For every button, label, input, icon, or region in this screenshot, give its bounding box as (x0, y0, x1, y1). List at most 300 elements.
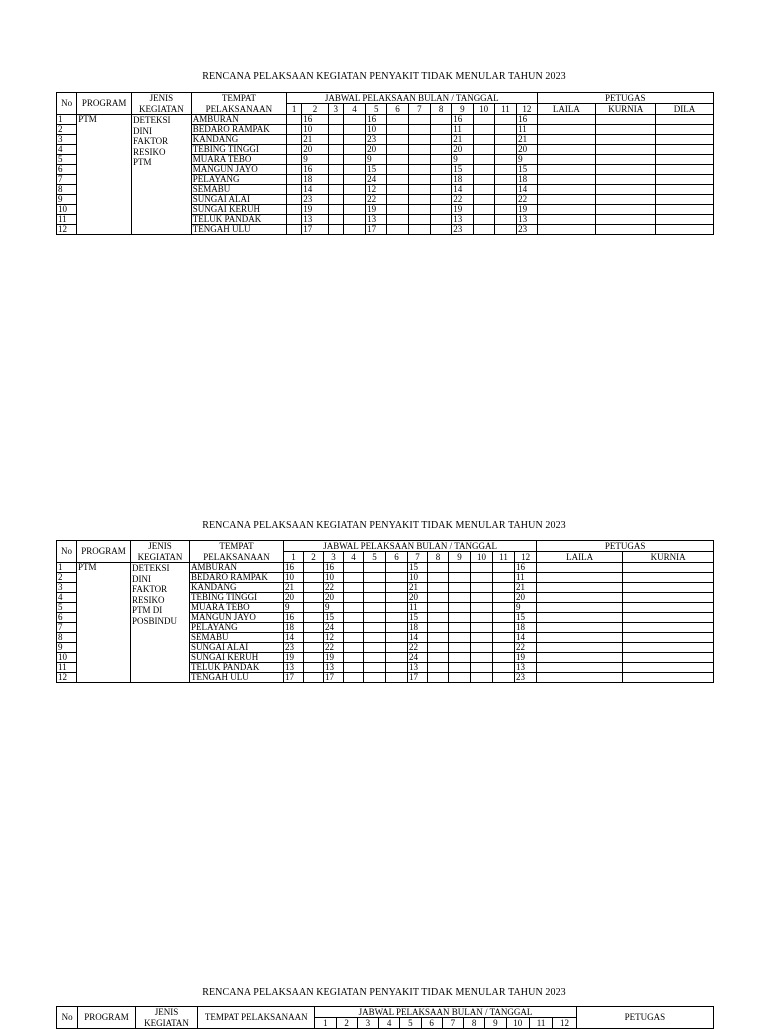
schedule-cell-month-5 (364, 583, 386, 593)
schedule-cell-month-11 (494, 165, 516, 175)
schedule-cell-month-1 (287, 175, 302, 185)
schedule-cell-month-1 (287, 165, 302, 175)
schedule-cell-month-4 (344, 603, 364, 613)
schedule-cell-month-10 (473, 215, 494, 225)
schedule-cell-month-11 (493, 663, 515, 673)
schedule-cell-month-10 (473, 145, 494, 155)
program-cell: PTM (77, 115, 132, 235)
jenis-kegiatan-line: DINI (133, 125, 152, 136)
schedule-cell-month-10 (473, 205, 494, 215)
schedule-cell-month-10 (473, 115, 494, 125)
schedule-cell-month-2: 10 (302, 125, 328, 135)
schedule-cell-month-4 (343, 195, 365, 205)
schedule-cell-month-3: 15 (324, 613, 344, 623)
month-header-6: 6 (387, 104, 408, 115)
month-header-11: 11 (494, 104, 516, 115)
officer-cell (537, 185, 596, 195)
officer-cell (537, 125, 596, 135)
schedule-cell-month-10 (471, 563, 493, 573)
officer-cell (537, 145, 596, 155)
schedule-cell-month-5 (364, 573, 386, 583)
schedule-cell-month-2: 14 (302, 185, 328, 195)
row-no: 6 (57, 613, 77, 623)
header-jadwal: JABWAL PELAKSAAN BULAN / TANGGAL (287, 93, 537, 104)
schedule-cell-month-11 (494, 175, 516, 185)
schedule-cell-month-2 (304, 573, 324, 583)
month-header-8: 8 (428, 552, 449, 563)
jenis-kegiatan-line: POSBINDU (132, 615, 178, 626)
schedule-cell-month-3: 17 (324, 673, 344, 683)
header-program: PROGRAM (78, 1007, 135, 1029)
schedule-cell-month-11 (494, 135, 516, 145)
schedule-cell-month-7 (408, 125, 430, 135)
officer-header-dila: DILA (656, 104, 714, 115)
schedule-cell-month-2: 18 (302, 175, 328, 185)
schedule-table-3 (56, 1006, 714, 1029)
officer-cell (596, 215, 656, 225)
schedule-cell-month-10 (473, 165, 494, 175)
month-header-1: 1 (284, 552, 304, 563)
schedule-cell-month-9 (449, 603, 471, 613)
schedule-cell-month-6 (387, 205, 408, 215)
schedule-cell-month-2 (304, 613, 324, 623)
schedule-cell-month-8 (430, 175, 451, 185)
officer-cell (596, 175, 656, 185)
schedule-cell-month-7 (408, 175, 430, 185)
schedule-cell-month-3 (328, 205, 343, 215)
schedule-cell-month-8 (428, 573, 449, 583)
schedule-cell-month-8 (430, 195, 451, 205)
tempat-cell: TENGAH ULU (190, 673, 284, 683)
row-no: 4 (57, 593, 77, 603)
month-header-10: 10 (471, 552, 493, 563)
schedule-table-1 (56, 92, 714, 235)
schedule-cell-month-5: 23 (366, 135, 387, 145)
schedule-cell-month-12: 14 (515, 633, 537, 643)
schedule-cell-month-2: 19 (302, 205, 328, 215)
schedule-cell-month-6 (386, 583, 408, 593)
schedule-cell-month-9 (449, 643, 471, 653)
month-header-11: 11 (493, 552, 515, 563)
schedule-table-2 (56, 540, 714, 683)
officer-cell (656, 165, 714, 175)
officer-cell (596, 155, 656, 165)
row-no: 2 (57, 125, 77, 135)
schedule-cell-month-1 (287, 155, 302, 165)
table-row (57, 115, 714, 125)
tempat-cell: MANGUN JAYO (190, 613, 284, 623)
schedule-cell-month-3 (328, 215, 343, 225)
schedule-cell-month-4 (343, 115, 365, 125)
officer-cell (537, 643, 623, 653)
schedule-cell-month-1 (287, 185, 302, 195)
schedule-cell-month-5: 16 (366, 115, 387, 125)
header-jadwal: JABWAL PELAKSAAN BULAN / TANGGAL (284, 541, 537, 552)
schedule-cell-month-11 (494, 205, 516, 215)
schedule-cell-month-6 (386, 653, 408, 663)
officer-header-kurnia: KURNIA (623, 552, 714, 563)
schedule-cell-month-8 (428, 593, 449, 603)
tempat-cell: SEMABU (191, 185, 286, 195)
schedule-cell-month-10 (473, 135, 494, 145)
schedule-cell-month-5 (364, 673, 386, 683)
schedule-cell-month-8 (428, 563, 449, 573)
month-header-6: 6 (421, 1018, 442, 1029)
schedule-cell-month-8 (430, 155, 451, 165)
schedule-cell-month-8 (428, 673, 449, 683)
officer-cell (596, 145, 656, 155)
schedule-cell-month-8 (430, 115, 451, 125)
header-tempat-pelaksanaan: TEMPAT PELAKSANAAN (198, 1007, 315, 1029)
schedule-cell-month-2: 9 (302, 155, 328, 165)
schedule-cell-month-1 (287, 135, 302, 145)
schedule-cell-month-8 (428, 613, 449, 623)
month-header-8: 8 (430, 104, 451, 115)
schedule-cell-month-12: 18 (517, 175, 537, 185)
schedule-cell-month-3 (328, 115, 343, 125)
schedule-cell-month-5 (364, 563, 386, 573)
schedule-cell-month-6 (386, 623, 408, 633)
tempat-cell: SUNGAI KERUH (191, 205, 286, 215)
month-header-12: 12 (553, 1018, 577, 1029)
schedule-cell-month-5: 22 (366, 195, 387, 205)
section-2-title: RENCANA PELAKSAAN KEGIATAN PENYAKIT TIDAK MENULAR TAHUN 2023 (202, 520, 566, 531)
month-header-8: 8 (464, 1018, 485, 1029)
month-header-3: 3 (328, 104, 343, 115)
tempat-cell: AMBURAN (190, 563, 284, 573)
tempat-cell: SUNGAI KERUH (190, 653, 284, 663)
row-no: 1 (57, 115, 77, 125)
schedule-cell-month-2: 13 (302, 215, 328, 225)
schedule-cell-month-4 (344, 633, 364, 643)
officer-cell (656, 225, 714, 235)
officer-cell (537, 613, 623, 623)
jenis-kegiatan-line: FAKTOR (133, 136, 169, 146)
schedule-cell-month-7 (408, 165, 430, 175)
header-petugas: PETUGAS (576, 1007, 713, 1029)
officer-cell (623, 603, 714, 613)
schedule-cell-month-4 (344, 673, 364, 683)
schedule-cell-month-11 (493, 623, 515, 633)
schedule-cell-month-4 (344, 613, 364, 623)
schedule-cell-month-2 (304, 653, 324, 663)
schedule-cell-month-4 (344, 593, 364, 603)
schedule-cell-month-3: 19 (324, 653, 344, 663)
schedule-cell-month-10 (471, 603, 493, 613)
schedule-cell-month-1: 23 (284, 643, 304, 653)
officer-cell (656, 145, 714, 155)
schedule-cell-month-1: 21 (284, 583, 304, 593)
row-no: 4 (57, 145, 77, 155)
schedule-cell-month-11 (493, 613, 515, 623)
schedule-cell-month-1 (287, 195, 302, 205)
month-header-12: 12 (517, 104, 537, 115)
schedule-cell-month-12: 23 (515, 673, 537, 683)
schedule-cell-month-10 (473, 185, 494, 195)
schedule-cell-month-4 (343, 185, 365, 195)
schedule-cell-month-5 (364, 633, 386, 643)
officer-cell (537, 623, 623, 633)
schedule-cell-month-6 (386, 563, 408, 573)
month-header-12: 12 (515, 552, 537, 563)
schedule-cell-month-5: 17 (366, 225, 387, 235)
month-header-5: 5 (364, 552, 386, 563)
schedule-cell-month-2 (304, 623, 324, 633)
month-header-9: 9 (485, 1018, 506, 1029)
header-program: PROGRAM (77, 93, 132, 115)
schedule-cell-month-4 (343, 165, 365, 175)
row-no: 1 (57, 563, 77, 573)
officer-cell (656, 125, 714, 135)
schedule-cell-month-9: 16 (452, 115, 473, 125)
schedule-cell-month-12: 22 (517, 195, 537, 205)
schedule-cell-month-2 (304, 603, 324, 613)
schedule-cell-month-7 (408, 195, 430, 205)
schedule-cell-month-1: 20 (284, 593, 304, 603)
tempat-cell: TELUK PANDAK (191, 215, 286, 225)
officer-cell (623, 653, 714, 663)
schedule-cell-month-2 (304, 673, 324, 683)
schedule-cell-month-5: 20 (366, 145, 387, 155)
officer-cell (537, 563, 623, 573)
schedule-cell-month-10 (471, 623, 493, 633)
schedule-cell-month-7: 15 (408, 563, 428, 573)
officer-cell (656, 215, 714, 225)
tempat-cell: BEDARO RAMPAK (190, 573, 284, 583)
row-no: 3 (57, 583, 77, 593)
schedule-cell-month-4 (343, 155, 365, 165)
officer-cell (537, 165, 596, 175)
header-no: No (57, 1007, 78, 1029)
schedule-cell-month-5: 19 (366, 205, 387, 215)
schedule-cell-month-5 (364, 613, 386, 623)
schedule-cell-month-8 (430, 135, 451, 145)
schedule-cell-month-4 (344, 573, 364, 583)
officer-cell (537, 593, 623, 603)
schedule-cell-month-5: 10 (366, 125, 387, 135)
schedule-cell-month-9 (449, 593, 471, 603)
schedule-cell-month-10 (471, 613, 493, 623)
tempat-cell: BEDARO RAMPAK (191, 125, 286, 135)
schedule-cell-month-3: 10 (324, 573, 344, 583)
schedule-cell-month-7: 24 (408, 653, 428, 663)
month-header-9: 9 (452, 104, 473, 115)
row-no: 10 (57, 205, 77, 215)
schedule-cell-month-9: 9 (452, 155, 473, 165)
schedule-cell-month-6 (387, 225, 408, 235)
tempat-cell: SUNGAI ALAI (190, 643, 284, 653)
schedule-cell-month-5 (364, 603, 386, 613)
tempat-cell: KANDANG (191, 135, 286, 145)
officer-cell (623, 583, 714, 593)
schedule-cell-month-3 (328, 185, 343, 195)
header-jenis-kegiatan: JENIS KEGIATAN (131, 541, 190, 563)
schedule-cell-month-12: 19 (517, 205, 537, 215)
header-no: No (57, 93, 77, 115)
schedule-cell-month-9: 19 (452, 205, 473, 215)
schedule-cell-month-4 (344, 583, 364, 593)
schedule-cell-month-10 (471, 653, 493, 663)
officer-cell (537, 573, 623, 583)
schedule-cell-month-9: 13 (452, 215, 473, 225)
schedule-cell-month-3 (328, 155, 343, 165)
schedule-cell-month-1: 17 (284, 673, 304, 683)
officer-cell (656, 155, 714, 165)
schedule-cell-month-8 (430, 185, 451, 195)
schedule-cell-month-6 (387, 155, 408, 165)
schedule-cell-month-10 (471, 573, 493, 583)
schedule-cell-month-9 (449, 613, 471, 623)
schedule-cell-month-6 (386, 643, 408, 653)
officer-cell (537, 225, 596, 235)
officer-cell (537, 115, 596, 125)
month-header-4: 4 (344, 552, 364, 563)
officer-cell (537, 175, 596, 185)
tempat-cell: MANGUN JAYO (191, 165, 286, 175)
schedule-cell-month-6 (387, 165, 408, 175)
jenis-kegiatan-line: PTM (133, 157, 152, 167)
schedule-cell-month-7: 17 (408, 673, 428, 683)
schedule-cell-month-10 (471, 633, 493, 643)
month-header-7: 7 (408, 104, 430, 115)
schedule-cell-month-2: 21 (302, 135, 328, 145)
schedule-cell-month-7 (408, 205, 430, 215)
schedule-cell-month-8 (428, 643, 449, 653)
schedule-cell-month-4 (344, 653, 364, 663)
schedule-cell-month-1 (287, 145, 302, 155)
schedule-cell-month-12: 15 (517, 165, 537, 175)
officer-cell (623, 593, 714, 603)
officer-cell (623, 673, 714, 683)
schedule-cell-month-7: 22 (408, 643, 428, 653)
tempat-cell: TELUK PANDAK (190, 663, 284, 673)
officer-cell (537, 633, 623, 643)
schedule-cell-month-4 (343, 225, 365, 235)
program-cell: PTM (77, 563, 131, 683)
schedule-cell-month-10 (471, 663, 493, 673)
jenis-kegiatan-line: RESIKO (132, 594, 165, 605)
schedule-cell-month-7: 11 (408, 603, 428, 613)
schedule-cell-month-9: 21 (452, 135, 473, 145)
tempat-cell: TEBING TINGGI (190, 593, 284, 603)
officer-cell (623, 663, 714, 673)
schedule-cell-month-1: 10 (284, 573, 304, 583)
header-jadwal: JABWAL PELAKSAAN BULAN / TANGGAL (315, 1007, 577, 1018)
schedule-cell-month-3 (328, 145, 343, 155)
officer-cell (623, 633, 714, 643)
schedule-cell-month-1 (287, 125, 302, 135)
header-jenis-kegiatan: JENIS KEGIATAN (132, 93, 192, 115)
schedule-cell-month-5: 24 (366, 175, 387, 185)
schedule-cell-month-4 (344, 663, 364, 673)
month-header-2: 2 (304, 552, 324, 563)
schedule-cell-month-5: 15 (366, 165, 387, 175)
jenis-kegiatan-line: DINI (132, 573, 151, 584)
officer-cell (596, 115, 656, 125)
schedule-cell-month-5 (364, 643, 386, 653)
schedule-cell-month-10 (471, 583, 493, 593)
officer-cell (623, 563, 714, 573)
officer-cell (596, 125, 656, 135)
schedule-cell-month-6 (387, 175, 408, 185)
schedule-cell-month-12: 19 (515, 653, 537, 663)
schedule-cell-month-11 (493, 583, 515, 593)
schedule-cell-month-12: 9 (515, 603, 537, 613)
schedule-cell-month-10 (473, 195, 494, 205)
row-no: 3 (57, 135, 77, 145)
schedule-cell-month-10 (473, 125, 494, 135)
tempat-cell: TEBING TINGGI (191, 145, 286, 155)
month-header-1: 1 (287, 104, 302, 115)
schedule-cell-month-10 (471, 643, 493, 653)
schedule-cell-month-7: 14 (408, 633, 428, 643)
officer-cell (596, 185, 656, 195)
schedule-cell-month-9 (449, 633, 471, 643)
table-row (57, 563, 714, 573)
schedule-cell-month-7 (408, 135, 430, 145)
schedule-cell-month-3: 13 (324, 663, 344, 673)
schedule-cell-month-12: 20 (517, 145, 537, 155)
officer-cell (623, 623, 714, 633)
schedule-cell-month-11 (493, 593, 515, 603)
schedule-cell-month-8 (430, 215, 451, 225)
schedule-cell-month-2: 20 (302, 145, 328, 155)
schedule-cell-month-1 (287, 115, 302, 125)
row-no: 9 (57, 643, 77, 653)
month-header-4: 4 (343, 104, 365, 115)
schedule-cell-month-12: 14 (517, 185, 537, 195)
row-no: 2 (57, 573, 77, 583)
schedule-cell-month-8 (428, 583, 449, 593)
jenis-kegiatan-line: FAKTOR (132, 584, 168, 594)
month-header-5: 5 (400, 1018, 421, 1029)
schedule-cell-month-12: 11 (515, 573, 537, 583)
schedule-cell-month-12: 13 (515, 663, 537, 673)
schedule-cell-month-11 (494, 115, 516, 125)
schedule-cell-month-7 (408, 225, 430, 235)
officer-header-laila: LAILA (537, 552, 623, 563)
schedule-cell-month-8 (428, 623, 449, 633)
schedule-cell-month-4 (343, 175, 365, 185)
row-no: 11 (57, 215, 77, 225)
officer-cell (537, 205, 596, 215)
month-header-6: 6 (386, 552, 408, 563)
officer-cell (537, 653, 623, 663)
schedule-cell-month-9 (449, 663, 471, 673)
schedule-cell-month-9 (449, 653, 471, 663)
schedule-cell-month-6 (387, 145, 408, 155)
schedule-cell-month-4 (343, 205, 365, 215)
schedule-cell-month-11 (493, 573, 515, 583)
schedule-cell-month-1: 16 (284, 563, 304, 573)
schedule-cell-month-10 (471, 673, 493, 683)
officer-cell (537, 195, 596, 205)
schedule-cell-month-3: 12 (324, 633, 344, 643)
header-tempat-pelaksanaan: TEMPAT PELAKSANAAN (190, 541, 284, 563)
row-no: 8 (57, 185, 77, 195)
schedule-cell-month-11 (493, 653, 515, 663)
schedule-cell-month-2 (304, 563, 324, 573)
schedule-cell-month-10 (473, 225, 494, 235)
header-no: No (57, 541, 77, 563)
schedule-cell-month-9: 11 (452, 125, 473, 135)
schedule-cell-month-7 (408, 155, 430, 165)
schedule-cell-month-7: 10 (408, 573, 428, 583)
tempat-cell: MUARA TEBO (190, 603, 284, 613)
row-no: 6 (57, 165, 77, 175)
schedule-cell-month-2 (304, 643, 324, 653)
month-header-11: 11 (529, 1018, 552, 1029)
